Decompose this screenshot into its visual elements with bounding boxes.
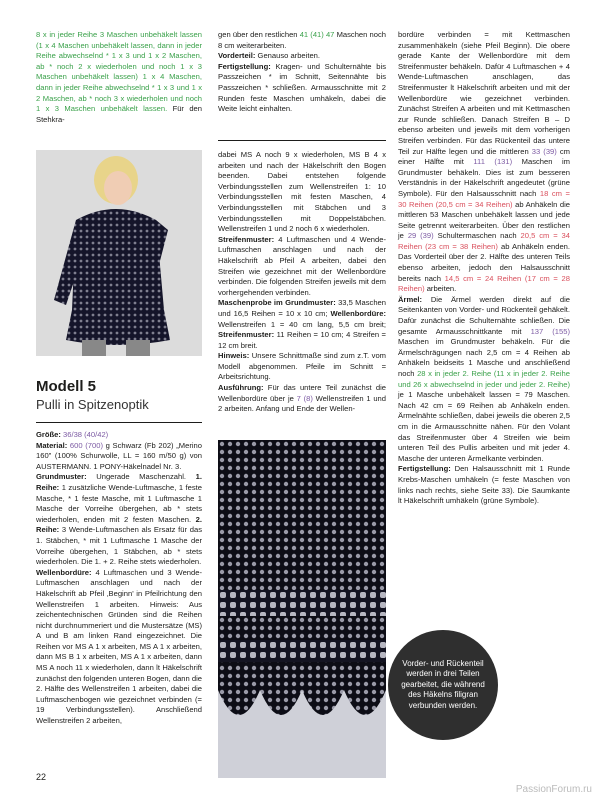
measure-value: 14,5 cm = 24 Reihen (17 cm = 28 Reihen): [398, 273, 570, 294]
label-fertigstellung: Fertigstellung:: [218, 61, 271, 71]
text: Schultermaschen nach: [433, 231, 521, 241]
text: Maschen noch 8 cm weiterarbeiten.: [218, 30, 387, 50]
material-amount: 600 (700): [69, 440, 103, 450]
label-ausfuhrung: Ausführung:: [218, 383, 264, 393]
text: Unsere Schnittmaße sind zum z.T. vom Modell abgenommen. Pfeile im Schnitt = Arbeitsrichtung.: [218, 351, 386, 382]
model-illustration: [36, 150, 202, 356]
label-material: Material:: [36, 440, 68, 450]
model-title: Modell 5: [36, 378, 97, 395]
label-maschenprobe: Maschenprobe im Grundmuster:: [218, 298, 336, 308]
text: Die Ärmel werden direkt auf die Seitenkanten von Vorder- und Rückenteil gehäkelt. Dafür zunächst die Schulternähte schließen. Die gesamte Armausschnittkante mit: [398, 294, 570, 336]
label-grundmuster: Grundmuster:: [36, 472, 87, 482]
detail-photo: [218, 440, 386, 778]
stitch-count: 29 (39): [407, 231, 434, 241]
measure-value: 18 cm = 30 Reihen (20,5 cm = 34 Reihen): [398, 188, 570, 209]
count-value: 7 (8): [296, 393, 313, 403]
site-watermark: PassionForum.ru: [515, 784, 592, 795]
label-row2: 2. Reihe:: [36, 514, 202, 535]
label-hinweis: Hinweis:: [218, 351, 250, 361]
column2-top-text: [218, 30, 386, 115]
text: 4 Luftmaschen und 3 Wende-Luftmaschen anschlagen und nach der Häkelschrift ab Pfeil ‚Beginn' in Pfeilrichtung den Wellenstreifen 1 arbeiten. Hinweis: Aus zeichentechnischen Gründen sind die Reihen nicht durchnummeriert und die Mustersätze (MS) A und B am linken Rand eingezeichnet. Die Reihen vor MS A 1 x arbeiten, MS A 1 x arbeiten, dann MS B 1 x arbeiten, MS A 1 x arbeiten, dann MS A noch 11 x wiederholen, dann lt Häkelschrift zunächst den folgenden unteren Bogen, dann die 2. Hälfte des Wellenstreifen 1 arbeiten, dabei die Luftmaschenbogen wie gezeichnet verbinden (= 19 Verbindungsstellen). Anschließend Wellenstreifen 2 arbeiten,: [36, 567, 202, 726]
text: 33,5 Maschen und 16,5 Reihen = 10 x 10 cm;: [218, 298, 386, 318]
text: bordüre verbinden = mit Kettmaschen zusammenhäkeln (siehe Pfeil Beginn). Die obere gerade Kante der Wellenbordüre mit dem Streifenmuster behäkeln. Dafür 4 Luftmaschen + 4 Wende-Luftmaschen anschlagen, das Streifenmuster lt Häkelschrift arbeiten und mit der Wellenbordüre wie gezeichnet verbinden. Zunächst Streifen A arbeiten und mit Kettmaschen zur Runde schließen. Danach Streifen B – D ebenso arbeiten und jeweils mit dem vorherigen Streifen verbinden. Für das Rückenteil das untere Teil zur Hälfte legen und die mittleren: [398, 30, 570, 156]
label-wellenbordure: Wellenbordüre:: [36, 567, 92, 577]
text: 11 Reihen = 10 cm; 4 Streifen = 12 cm breit.: [218, 330, 386, 350]
column3-instructions: [398, 30, 570, 507]
stitch-count: 41 (41) 47: [299, 30, 335, 39]
label-streifenmuster: Streifenmuster:: [218, 330, 275, 340]
divider: [218, 140, 386, 141]
text: je 1 Masche unbehäkelt lassen = 79 Maschen. Nach 42 cm = 69 Reihen ab Anhäkeln enden. Ärmelnähte schließen, dabei jeweils die oberen 2,5 cm in die Armausschnitte nähen. Für den Volant das Streifenmuster über 4 Streifen wie beim unteren Teil des Pullis arbeiten und mit jeder 4. Masche der unteren Ärmelkante verbinden.: [398, 390, 570, 463]
text: Genauso arbeiten.: [255, 51, 321, 61]
measure-value: 33 (39): [531, 146, 557, 156]
text: ab Anhäkeln enden. Das Vorderteil über der 2. Hälfte des unteren Teils ebenso arbeiten, jedoch den Halsausschnitt bereits nach: [398, 241, 571, 283]
text: gen über den restlichen: [218, 30, 300, 39]
stitch-count: 137 (155): [530, 326, 570, 336]
text: Den Halsausschnitt mit 1 Runde Krebs-Maschen umhäkeln (= feste Maschen von links nach rechts, siehe Seite 33). Die Saumkante lt Häkelschrift umhäkeln (grüne Symbole).: [398, 464, 570, 506]
paragraph: dabei MS A noch 9 x wiederholen, MS B 4 x arbeiten und nach der Häkelschrift den Bogen beenden. Dabei entstehen folgende Verbindungsstellen zum Wellenstreifen 1: 10 Verbindungsstellen mit festen Maschen, 4 Verbindungsstellen mit Stäbchen und 3 Verbindungsstellen mit Doppelstäbchen. Wellenstreifen 1 und 2 noch 6 x wiederholen.: [218, 150, 386, 234]
text: g Schwarz (Fb 202) „Merino 160" (100% Schurwolle, LL = 160 m/50 g) von AUSTERMANN. 1 PONY-Häkelnadel Nr. 3.: [36, 440, 202, 471]
text: 1 zusätzliche Wende-Luftmasche, 1 feste Masche, * 1 feste Masche, mit 1 Luftmasche 1 Masche der Vorreihe übergehen, ab * stets wiederholen, enden mit 2 festen Maschen.: [36, 482, 202, 524]
label-fertigstellung: Fertigstellung:: [398, 464, 451, 474]
model-photo: [36, 150, 202, 356]
text: Kragen- und Schulternähte bis Passzeichen * im Schnitt, Seitennähte bis Passzeichen * schließen. Armausschnitte mit 2 Runden feste Maschen umhäkeln, dabei die Weite leicht einhalten.: [218, 61, 386, 114]
text: Wellenstreifen 1 = 40 cm lang, 5,5 cm breit;: [218, 319, 386, 329]
model-heading: [36, 378, 202, 413]
label-armel: Ärmel:: [398, 294, 423, 304]
label-wellenbordure: Wellenbordüre:: [330, 308, 386, 318]
stitch-count: 111 (131): [473, 157, 513, 167]
text: ab Anhäkeln die mittleren 53 Maschen unbehäkelt lassen und jede Seite getrennt weiterarbeiten. Über den restlichen je: [398, 199, 571, 241]
caption-bubble: [388, 630, 498, 740]
column1-top-text: [36, 30, 202, 125]
text: 3 Wende-Luftmaschen als Ersatz für das 1. Stäbchen, * mit 1 Luftmasche 1 Masche der Vorreihe übergehen, 1 Stäbchen, ab * stets wiederholen. Die 1. + 2. Reihe stets wiederholen.: [36, 525, 202, 567]
measure-value: 20,5 cm = 34 Reihen (23 cm = 38 Reihen): [398, 231, 570, 251]
size-value: 36/38 (40/42): [63, 430, 109, 439]
green-text: 8 x in jeder Reihe 3 Maschen unbehäkelt lassen (1 x 4 Maschen unbehäkelt lassen, dann in jeder Reihe abwechselnd * 1 x 3 und 1 x 2 Maschen, ab * noch 2 x wiederholen und noch 1 x 3 Maschen unbehäkelt lassen) 1 x 4 Maschen, dann in jeder Reihe abwechselnd * 1 x 3 und 1 x 2 Maschen, ab * noch 3 x wiederholen und noch 1 x 3 Maschen unbehäkelt lassen.: [36, 30, 202, 114]
text: Ungerade Maschenzahl.: [86, 472, 187, 482]
page-number: 22: [36, 772, 47, 782]
decrease-instruction: 28 x in jeder 2. Reihe (11 x in jeder 2. Reihe und 26 x abwechselnd in jeder und jeder 2. Reihe): [398, 369, 570, 389]
text: Maschen im Grundmuster behäkeln. Dies ist zum besseren Verständnis in der Häkelschrift angedeutet (grüne Symbole). Für den Halsausschnitt nach: [398, 157, 570, 198]
divider: [36, 422, 202, 423]
lace-detail-illustration: [218, 440, 386, 778]
plain-text: Für den Stehkra-: [36, 104, 203, 124]
label-row1: 1. Reihe:: [36, 472, 202, 492]
label-streifenmuster: Streifenmuster:: [218, 234, 275, 244]
text: Maschen im Grundmuster behäkeln. Für die Ärmelschrägungen nach 2,5 cm = 4 Reihen ab Anhäkeln beidseits 1 Masche und anschließend noch: [398, 337, 570, 378]
column1-instructions: [36, 430, 202, 727]
text: Für das untere Teil zunächst die Wellenbordüre über je: [218, 383, 386, 403]
text: arbeiten.: [424, 284, 457, 294]
text: Wellenstreifen 1 und 2 arbeiten. Anfang und Ende der Wellen-: [218, 393, 386, 414]
model-subtitle: Pulli in Spitzenoptik: [36, 397, 149, 412]
label-size: Größe:: [36, 430, 61, 439]
column2-instructions: [218, 150, 386, 415]
text: cm einer Hälfte mit: [398, 146, 571, 167]
text: 4 Luftmaschen und 4 Wende-Luftmaschen anschlagen und nach der Häkelschrift ab Pfeil A arbeiten, dabei den Streifen wie gezeichnet mit der Wellenbordüre verbinden. Die folgenden Streifen jeweils mit dem vorhergehenden verbinden.: [218, 234, 386, 297]
label-vorderteil: Vorderteil:: [218, 51, 256, 61]
caption-text: Vorder- und Rückenteil werden in drei Teilen gearbeitet, die während des Häkelns filigran verbunden werden.: [401, 658, 485, 710]
